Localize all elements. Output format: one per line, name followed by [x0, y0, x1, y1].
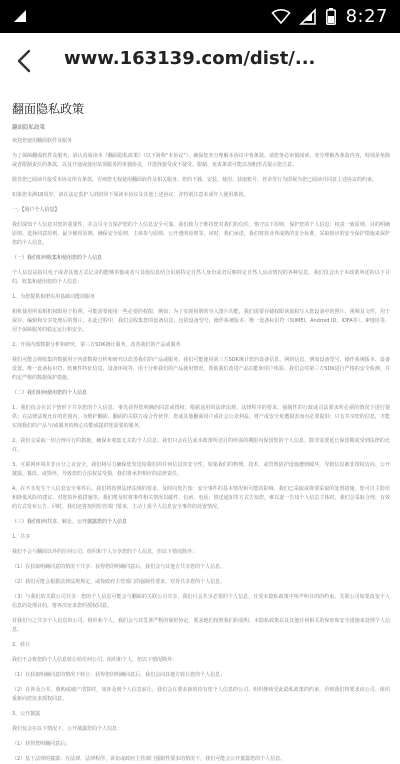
- page-subtitle: 翻面隐私政策: [12, 125, 46, 131]
- signal-icon: [300, 9, 316, 25]
- section-heading: （一）我们如何收集和使用您的个人信息: [12, 255, 103, 261]
- paragraph: 1、共享: [12, 534, 31, 540]
- web-content[interactable]: [0, 88, 400, 762]
- article-body: [12, 137, 390, 764]
- page-title: 翻面隐私政策: [12, 102, 85, 116]
- paragraph: 如果您未满18周岁，请在法定监护人的陪同下阅读本协议及其他上述协议，并特别注意未成年人使用条款。: [12, 192, 249, 198]
- paragraph: （1）在获取明确同意的情况下转让：获得您的明确同意后，我们会向其他方转让您的个人信息；: [12, 672, 226, 678]
- paragraph: 3、公开披露: [12, 711, 41, 717]
- paragraph: （3）与我们的关联公司共享：您的个人信息可能会与翻面的关联公司共享。我们只会共享必要的个人信息，且受本隐私政策中所声明目的的约束。关联公司如要改变个人信息的处理目的，将再次征求您的授权同意。: [12, 594, 390, 609]
- paragraph: 个人信息是指以电子或者其他方式记录的能够单独或者与其他信息结合识别特定自然人身份或者反映特定自然人活动情况的各种信息。我们仅会出于本政策所述的以下目的，收集和使用您的个人信息：: [12, 270, 390, 285]
- paragraph: 1、我们仅会在以下情形下共享您的个人信息：事先获得您明确的同意或授权；根据适用的法律法规、法律程序的要求、强制性的行政或司法要求所必须的情况下进行提供；在法律法规允许的范围内，为维护翻面、翻面的关联方或合作伙伴、您或其他翻面用户或社会公众利益、财产或安全免遭损害而有必要提供；只有共享您的信息，才能实现我们的产品与/或服务的核心功能或提供您需要的服务。: [12, 405, 390, 429]
- paragraph: （2）基于法律的披露：在法律、法律程序、诉讼或政府主管部门强制性要求的情况下，我们可能会公开披露您的个人信息。: [12, 756, 286, 762]
- url-bar: [0, 33, 400, 89]
- paragraph: 为了保障翻面软件及服务，请认真阅读本《翻面隐私政策》（以下简称"本协议"），确保您充分理解本协议中各条款。请您务必审慎阅读、充分理解各条款内容，特别是免除或者限制责任的条款，以及开通或使用某项服务的单独协议，并选择接受或不接受。限制、免责条款可能以加粗形式提示您注意。: [12, 153, 390, 168]
- paragraph: 4、在不幸发生个人信息安全事件后，我们将按照法律法规的要求，及时向您告知：安全事件的基本情况和可能的影响、我们已采取或将要采取的处置措施、您可自主防范和降低风险的建议、对您的补救措施等。我们将及时将事件相关情况以邮件、信函、电话、推送通知等方式告知您，难以逐一告知个人信息主体时，我们会采取合理、有效的方式发布公告。同时，我们还将按照监管部门要求，主动上报个人信息安全事件的处置情况。: [12, 486, 390, 510]
- status-icons: [272, 0, 388, 33]
- paragraph: 除非您已阅读并接受本协议所有条款，否则您无权使用翻面软件及相关服务。您的下载、安装、使用、获取账号、登录等行为即视为您已阅读并同意上述协议的约束。: [12, 177, 378, 183]
- paragraph: 相机使用所需相机权限用于拍照，可能需要使用一些必要的权限，例如：为了实现相册的导入图片功能，我们需要存储权限读取和写入您设备中的照片、视频及文件，用于保存、编辑和分享处理后的图片。在此过程中，我们会收集您的设备信息，包括设备型号、操作系统版本、唯一设备标识符（如IMEI、Android ID、IDFA等）、IP地址等，用于保障服务的稳定运行和安全。: [12, 309, 390, 333]
- section-heading: （三）我们如何共享、转让、公开披露您的个人信息: [12, 519, 128, 525]
- paragraph: 我们仅会在以下情况下，公开披露您的个人信息：: [12, 726, 123, 732]
- paragraph: 我们不会将您的个人信息转让给任何公司、组织和个人，但以下情况除外：: [12, 657, 178, 663]
- paragraph: （1）获得您明确同意后；: [12, 741, 71, 747]
- paragraph: （1）在获取明确同意的情况下共享：获得您的明确同意后，我们会与其他方共享您的个人信息。: [12, 564, 226, 570]
- paragraph: 我们深知个人信息对您的重要性，并会尽全力保护您的个人信息安全可靠。我们致力于维持您对我们的信任，恪守以下原则，保护您的个人信息：权责一致原则、目的明确原则、选择同意原则、最少够用原则、确保安全原则、主体参与原则、公开透明原则等。同时，我们承诺，我们将按业界成熟的安全标准，采取相应的安全保护措施来保护您的个人信息。: [12, 222, 390, 246]
- status-bar: [0, 0, 400, 33]
- paragraph: 2、我们会采取一切合理可行的措施，确保未收集无关的个人信息。我们只会在达成本政策所述目的所需的期限内保留您的个人信息，除非需要延长保留期或受到法律的允许。: [12, 438, 390, 453]
- paragraph: 3、互联网环境并非百分之百安全，我们将尽力确保您发送给我们的任何信息的安全性。如果我们的物理、技术、或管理防护设施遭到破坏，导致信息被非授权访问、公开披露、篡改、或毁坏，导致您的合法权益受损，我们将承担相应的法律责任。: [12, 462, 390, 477]
- section-heading: 一、【用户个人信息】: [12, 207, 60, 213]
- paragraph: （2）在涉及合并、收购或破产清算时，如涉及到个人信息转让，我们会在要求新的持有您个人信息的公司、组织继续受此隐私政策的约束，否则我们将要求该公司、组织重新向您征求授权同意。: [12, 687, 390, 702]
- paragraph: 1、为您提供相册实用基础功能的服务: [12, 294, 96, 300]
- section-heading: （二）我们如何使用您的个人信息: [12, 390, 88, 396]
- wifi-icon: [272, 9, 290, 24]
- article: [0, 88, 400, 764]
- paragraph: 对我们与之共享个人信息的公司、组织和个人，我们会与其签署严格的保密协定，要求他们按照我们的说明、本隐私政策以及其他任何相关的保密和安全措施来处理个人信息。: [12, 618, 390, 633]
- paragraph: 我们可能会将收集的数据用于内部数据分析和研究以改善我们的产品或服务。我们可能使用第三方SDK统计您的设备信息、网络信息，例如设备型号、操作系统版本、设备设置、唯一设备标识符、软硬件特征信息、设备环境等，用于分析我们的产品使用情况，帮助我们改进产品功能和用户体验。我们会对第三方SDK进行严格的安全检测，并约定严格的数据保护措施。: [12, 357, 390, 381]
- back-arrow-icon[interactable]: [10, 45, 42, 77]
- app-notification-icon: [13, 9, 27, 23]
- paragraph: 2、转让: [12, 642, 31, 648]
- page-url[interactable]: www.163139.com/dist/...: [64, 48, 316, 69]
- paragraph: （2）我们可能会根据法律法规规定，或按政府主管部门的强制性要求，对外共享您的个人信息。: [12, 579, 226, 585]
- paragraph: 欢迎您使用翻面软件及服务: [12, 138, 73, 144]
- battery-icon: [326, 8, 336, 25]
- paragraph: 2、开展内部数据分析和研究，第三方SDK统计服务，改善我们的产品或服务: [12, 342, 181, 348]
- clock: 8:27: [345, 6, 388, 27]
- paragraph: 我们不会与翻面以外的任何公司、组织和个人分享您的个人信息，但以下情况除外：: [12, 549, 198, 555]
